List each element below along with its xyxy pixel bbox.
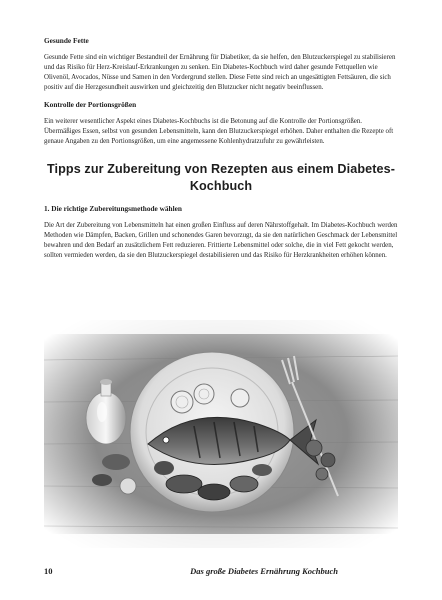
page-footer xyxy=(44,566,398,580)
paragraph-healthy-fats: Gesunde Fette sind ein wichtiger Bestandteil der Ernährung für Diabetiker, da sie helfen, den Blutzuckerspiegel zu stabilisieren und das Risiko für Herz-Kreislauf-Erkrankungen zu senken. Ein Diabetes-Kochbuch wird daher gesunde Fettquellen wie Olivenöl, Avocados, Nüsse und Samen in den Vordergrund stellen. Diese Fette sind reich an ungesättigten Fettsäuren, die sich positiv auf die Herzgesundheit auswirken und gleichzeitig den Blutzucker nicht negativ beeinflussen. xyxy=(44,54,396,91)
page-content xyxy=(44,36,398,261)
paragraph-portion-control: Ein weiterer wesentlicher Aspekt eines Diabetes-Kochbuchs ist die Betonung auf die Kontrolle der Portionsgrößen. Übermäßiges Essen, selbst von gesunden Lebensmitteln, kann den Blutzuckerspiegel erhöhen. Daher enthalten die Rezepte oft genaue Angaben zu den Portionsgrößen, um eine angemessene Kohlenhydratzufuhr zu gewährleisten. xyxy=(44,118,394,145)
heading-cooking-method: 1. Die richtige Zubereitungsmethode wählen xyxy=(44,204,182,214)
heading-healthy-fats: Gesunde Fette xyxy=(44,36,89,45)
food-photo-illustration xyxy=(44,320,398,548)
paragraph-cooking-method: Die Art der Zubereitung von Lebensmitteln hat einen großen Einfluss auf deren Nährstoffgehalt. Im Diabetes-Kochbuch werden Methoden wie Dämpfen, Backen, Grillen und schonendes Garen bevorzugt, da sie den natürlichen Geschmack der Lebensmittel bewahren und den Bedarf an zusätzlichem Fett reduzieren. Frittierte Lebensmittel oder solche, die in viel Fett gekocht werden, sollten vermieden werden, da sie den Blutzuckerspiegel destabilisieren und das Risiko für Herzkrankheiten erhöhen können. xyxy=(44,222,398,259)
grilled-fish-photo xyxy=(44,320,398,548)
heading-portion-control: Kontrolle der Portionsgrößen xyxy=(44,100,137,110)
running-book-title: Das große Diabetes Ernährung Kochbuch xyxy=(190,566,338,576)
section-title: Tipps zur Zubereitung von Rezepten aus einem Diabetes-Kochbuch xyxy=(46,161,396,193)
page-number: 10 xyxy=(44,566,53,576)
